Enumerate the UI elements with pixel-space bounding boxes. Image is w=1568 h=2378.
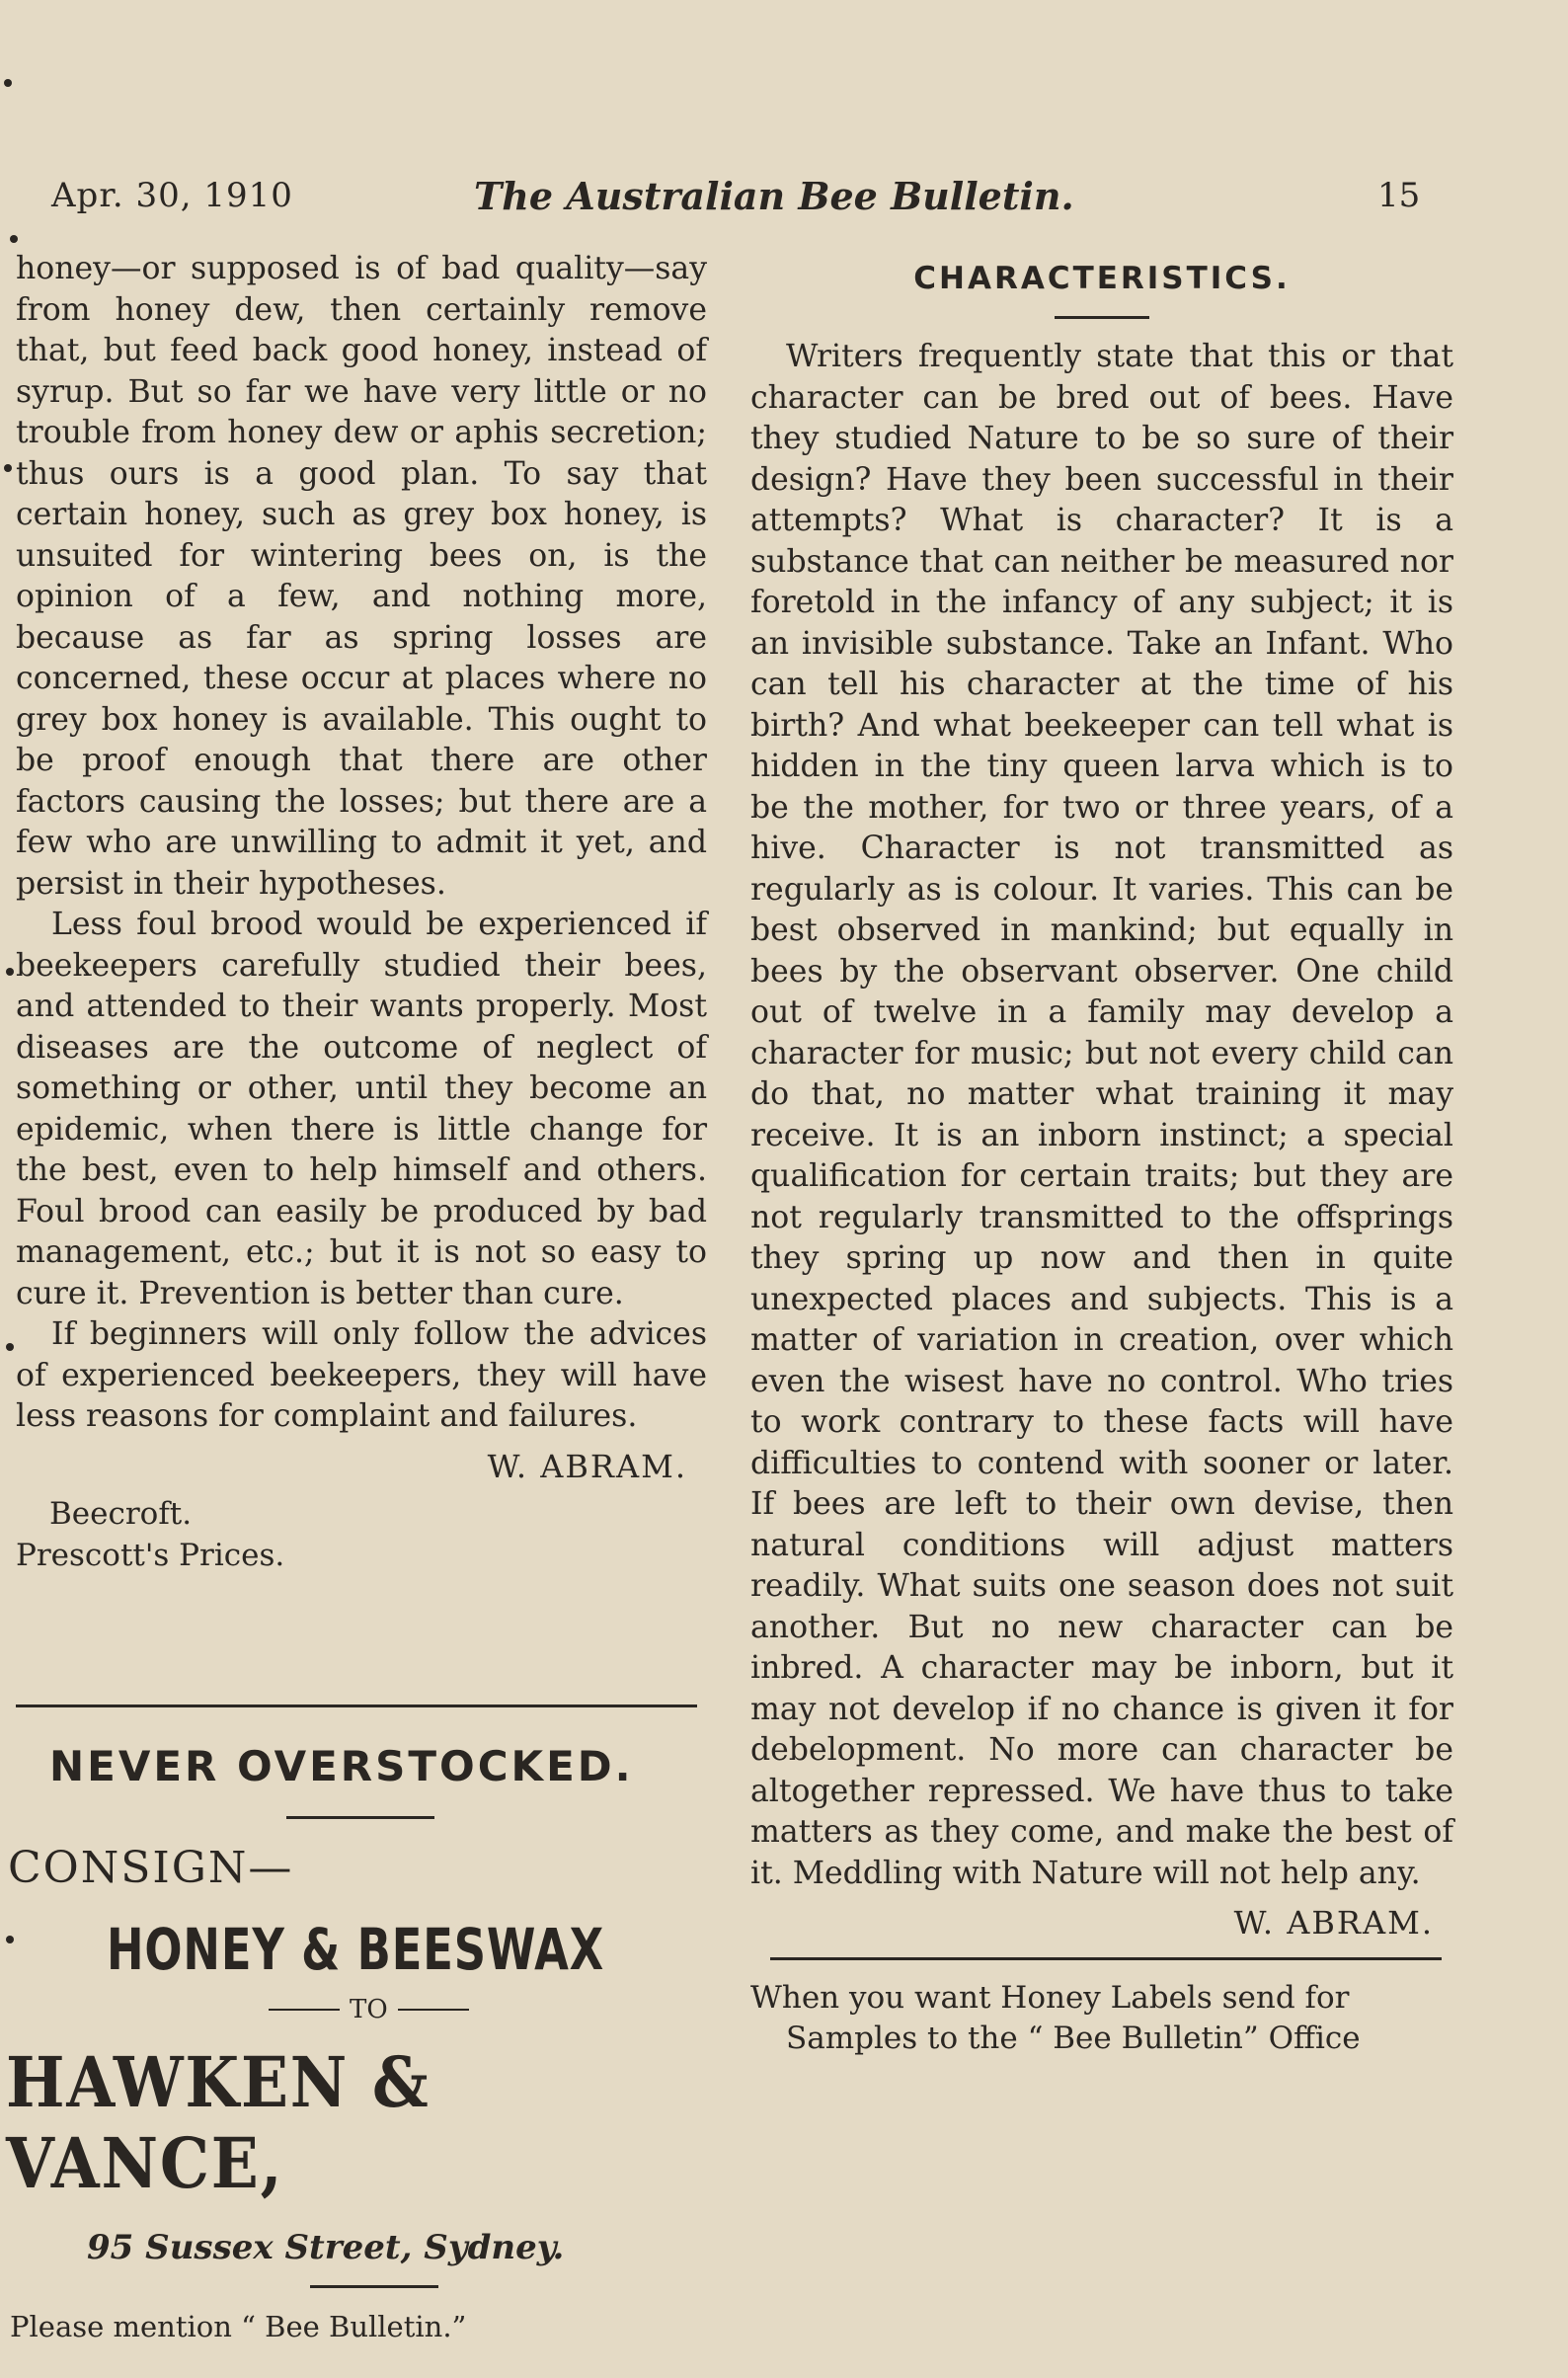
section-title: CHARACTERISTICS. <box>913 261 1291 296</box>
issue-date: Apr. 30, 1910 <box>51 176 293 215</box>
labels-notice <box>750 1978 1453 2059</box>
ad-to: TO <box>350 1995 388 2024</box>
author-signature: W. ABRAM. <box>487 1447 687 1485</box>
article-paragraph: Less foul brood would be experienced if beekeepers carefully studied their bees, and attended to their wants properly. Most diseases are the outcome of neglect of something or other, until they become an epidemic, when there is little change for the best, even to help himself and others. Foul brood can easily be produced by bad management, etc.; but it is not so easy to cure it. Prevention is better than cure. <box>16 907 707 1311</box>
article-paragraph: honey—or supposed is of bad quality—say from honey dew, then certainly remove that, but feed back good honey, instead of syrup. But so far we have very little or no trouble from honey dew or aphis secretion; thus ours is a good plan. To say that certain honey, such as grey box honey, is unsuited for wintering bees on, is the opinion of a few, and nothing more, because as far as spring losses are concerned, these occur at places where no grey box honey is available. This ought to be proof enough that there are other factors causing the losses; but there are a few who are unwilling to admit it yet, and persist in their hypotheses. <box>16 251 707 902</box>
article-paragraph: Writers frequently state that this or that character can be bred out of bees. Have they studied Nature to be so sure of their design? Have they been successful in their attempts? What is character? It is a substance that can neither be measured nor foretold in the infancy of any subject; it is an invisible substance. Take an Infant. Who can tell his character at the time of his birth? And what beekeeper can tell what is hidden in the tiny queen larva which is to be the mother, for two or three years, of a hive. Character is not transmitted as regularly as is colour. It varies. This can be best observed in mankind; but equally in bees by the observant observer. One child out of twelve in a family may develop a character for music; but not every child can do that, no matter what training it may receive. It is an inborn instinct; a special qualification for certain traits; but they are not regularly transmitted to the offsprings they spring up now and then in quite unexpected places and subjects. This is a matter of variation in creation, over which even the wisest have no control. Who tries to work contrary to these facts will have difficulties to contend with sooner or later. If bees are left to their own devise, then natural conditions will adjust matters readily. What suits one season does not suit another. But no new character can be inbred. A character may be inborn, but it may not develop if no chance is given it for debelopment. No more can character be altogether repressed. We have thus to take matters as they come, and make the best of it. Meddling with Nature will not help any. <box>750 339 1453 1891</box>
left-column <box>16 249 707 1576</box>
page-number: 15 <box>1377 176 1421 215</box>
author-signature: W. ABRAM. <box>1233 1904 1434 1942</box>
ad-consign: CONSIGN— <box>8 1843 294 1893</box>
ad-dash-right <box>398 2009 469 2011</box>
ad-firm-name: HAWKEN & VANCE, <box>6 2041 431 2204</box>
author-place: Beecroft. <box>49 1495 193 1532</box>
section-rule <box>770 1957 1442 1960</box>
ad-bottom-rule <box>310 2285 438 2288</box>
margin-speck <box>6 1936 14 1943</box>
ad-headline: NEVER OVERSTOCKED. <box>49 1742 634 1790</box>
labels-notice-line-2: Samples to the “ Bee Bulletin” Office <box>786 2021 1361 2056</box>
ad-to-line <box>259 1993 707 2026</box>
title-rule <box>1055 316 1149 319</box>
article-paragraph: If beginners will only follow the advices of experienced beekeepers, they will have less reasons for complaint and failures. <box>16 1316 707 1434</box>
margin-speck <box>10 235 18 243</box>
ad-goods: HONEY & BEESWAX <box>107 1916 605 1983</box>
margin-speck <box>4 79 12 87</box>
ad-mention: Please mention “ Bee Bulletin.” <box>10 2310 467 2343</box>
ad-dash-left <box>269 2009 340 2011</box>
advertisement <box>0 1704 707 2345</box>
right-column <box>750 249 1453 2059</box>
journal-title: The Australian Bee Bulletin. <box>474 174 1074 218</box>
labels-notice-line-1: When you want Honey Labels send for <box>750 1980 1350 2016</box>
margin-speck <box>6 1343 14 1351</box>
margin-speck <box>4 464 12 472</box>
margin-speck <box>6 968 14 976</box>
ad-top-rule <box>16 1704 697 1707</box>
prices-line: Prescott's Prices. <box>16 1537 285 1573</box>
running-header <box>0 176 1568 235</box>
ad-divider <box>286 1816 434 1819</box>
ad-address: 95 Sussex Street, Sydney. <box>87 2228 565 2267</box>
